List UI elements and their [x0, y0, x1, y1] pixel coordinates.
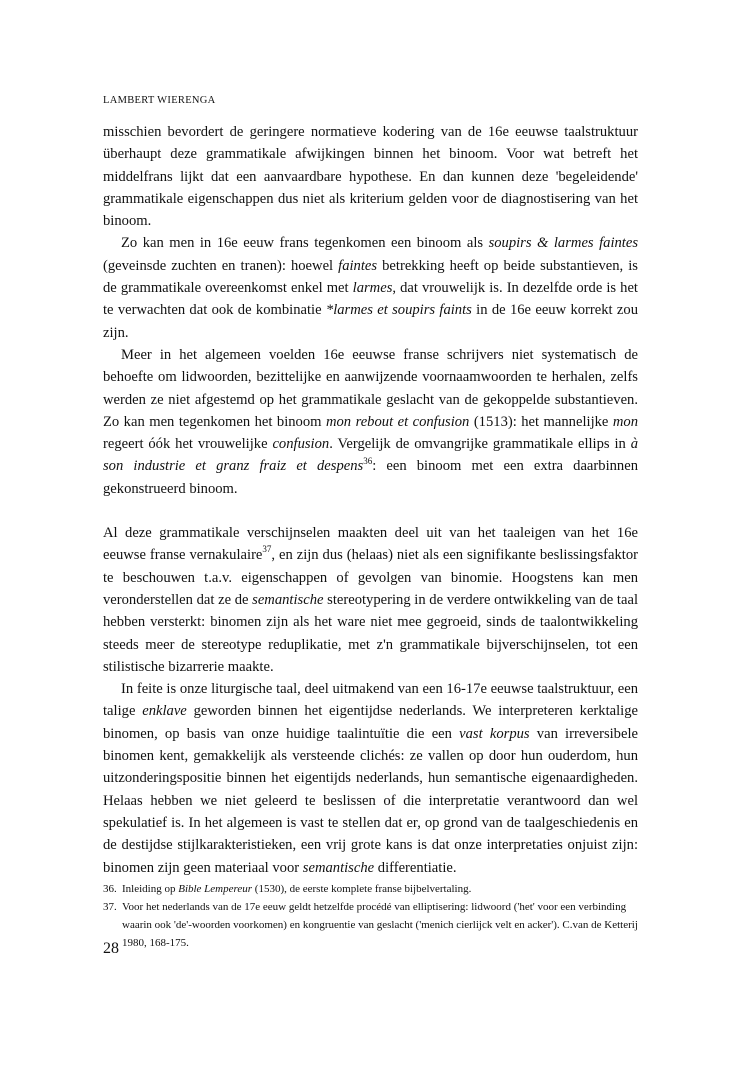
paragraph-3: Meer in het algemeen voelden 16e eeuwse franse schrijvers niet systematisch de behoefte om lidwoorden, bezittelijke en aanwijzende voornaamwoorden te herhalen, zelfs werden ze niet afgestemd op het grammatikale geslacht van de gekoppelde substantieven. Zo kan men tegenkomen het binoom mon rebout et confusion (1513): het mannelijke mon regeert óók het vrouwelijke confusion. Vergelijk de omvangrijke grammatikale ellips in à son industrie et granz fraiz et despens$^{36}$: een binoom met een extra daarbinnen gekonstrueerd binoom. — [103, 346, 639, 497]
running-head: LAMBERT WIERENGA — [103, 95, 216, 106]
italic-term: larmes — [352, 280, 393, 297]
paragraph-2: Zo kan men in 16e eeuw frans tegenkomen een binoom als soupirs & larmes faintes (geveinsde zuchten en tranen): hoewel faintes betrekking heeft op beide substantieven, is de grammatikale overeenkomst enkel met larmes, dat vrouwelijk is. In dezelfde orde is het te verwachten dat ook de kombinatie *larmes et soupirs faints in de 16e eeuw korrekt zou zijn. — [103, 235, 639, 341]
italic-term: confusion — [272, 436, 330, 453]
italic-term: mon — [612, 413, 639, 430]
footnote-number: 37. — [103, 901, 117, 913]
footnotes — [103, 880, 638, 952]
paragraph-4: Al deze grammatikale verschijnselen maakten deel uit van het taaleigen van het 16e eeuwse franse vernakulaire$^{37}$, en zijn dus (helaas) niet als een signifikante beslissingsfaktor te beschouwen t.a.v. eigenschappen of gevolgen van binomie. Hoogstens kan men veronderstellen dat ze de semantische stereotypering in de verdere ontwikkeling van de taal hebben versterkt: binomen zijn als het ware niet mee gegroeid, sinds de taalontwikkeling steeds meer de stereotype reduplikatie, met z'n grammatikale bijverschijnselen, tot een stilistische bizarrerie maakte. — [103, 525, 639, 675]
italic-term: vast korpus — [459, 725, 530, 742]
paragraph-1: misschien bevordert de geringere normatieve kodering van de 16e eeuwse taalstruktuur überhaupt deze grammatikale afwijkingen binnen het binoom. Voor wat betreft het middelfrans lijkt dat een aanvaardbare hypothese. En dan kunnen deze 'begeleidende' grammatikale eigenschappen dus niet als kriterium gelden voor de diagnostisering van het binoom. — [103, 124, 638, 230]
section-break — [103, 500, 638, 522]
italic-title: Bible Lempereur — [178, 883, 253, 895]
italic-term: *larmes et soupirs faints — [325, 302, 472, 319]
italic-term: semantische — [252, 591, 324, 608]
footnote-37: 37. Voor het nederlands van de 17e eeuw geldt hetzelfde procédé van elliptisering: lidwoord ('het' voor een verbinding waarin ook 'de'-woorden voorkomen) en kongruentie van geslacht ('menich cierlijck velt en acker'). C.van de Ketterij 1980, 168-175. — [103, 898, 638, 952]
italic-term: mon rebout et confusion — [325, 413, 470, 430]
italic-term: enklave — [142, 703, 187, 720]
footnote-number: 36. — [103, 883, 117, 895]
italic-term: soupirs & larmes faintes — [488, 235, 639, 252]
italic-term: à son industrie et granz fraiz et despens — [103, 436, 638, 475]
footnote-ref-37[interactable]: 37 — [262, 544, 272, 555]
page-number: 28 — [103, 940, 119, 957]
footnote-ref-36[interactable]: 36 — [363, 455, 373, 466]
italic-term: semantische — [302, 859, 375, 876]
paragraph-5: In feite is onze liturgische taal, deel uitmakend van een 16-17e eeuwse taalstruktuur, een talige enklave geworden binnen het eigentijdse nederlands. We interpreteren kerktalige binomen, op basis van onze huidige taalintuïtie die een vast korpus van irreversibele binomen kent, gemakkelijk als versteende clichés: ze vallen op door hun ouderdom, hun uitzonderingspositie binnen het eigentijds nederlands, hun semantische eigenaardigheden. Helaas hebben we niet geleerd te beslissen of die interpretatie verantwoord dan wel spekulatief is. In het algemeen is vast te stellen dat er, op grond van de taalgeschiedenis en de destijdse stijlkarakteristieken, een vrij grote kans is dat onze interpretaties onjuist zijn: binomen zijn geen materiaal voor semantische differentiatie. — [103, 681, 638, 876]
footnote-36: 36. Inleiding op Bible Lempereur (1530), de eerste komplete franse bijbelvertaling. — [103, 880, 638, 898]
body-text — [103, 121, 638, 879]
italic-term: faintes — [338, 257, 378, 274]
